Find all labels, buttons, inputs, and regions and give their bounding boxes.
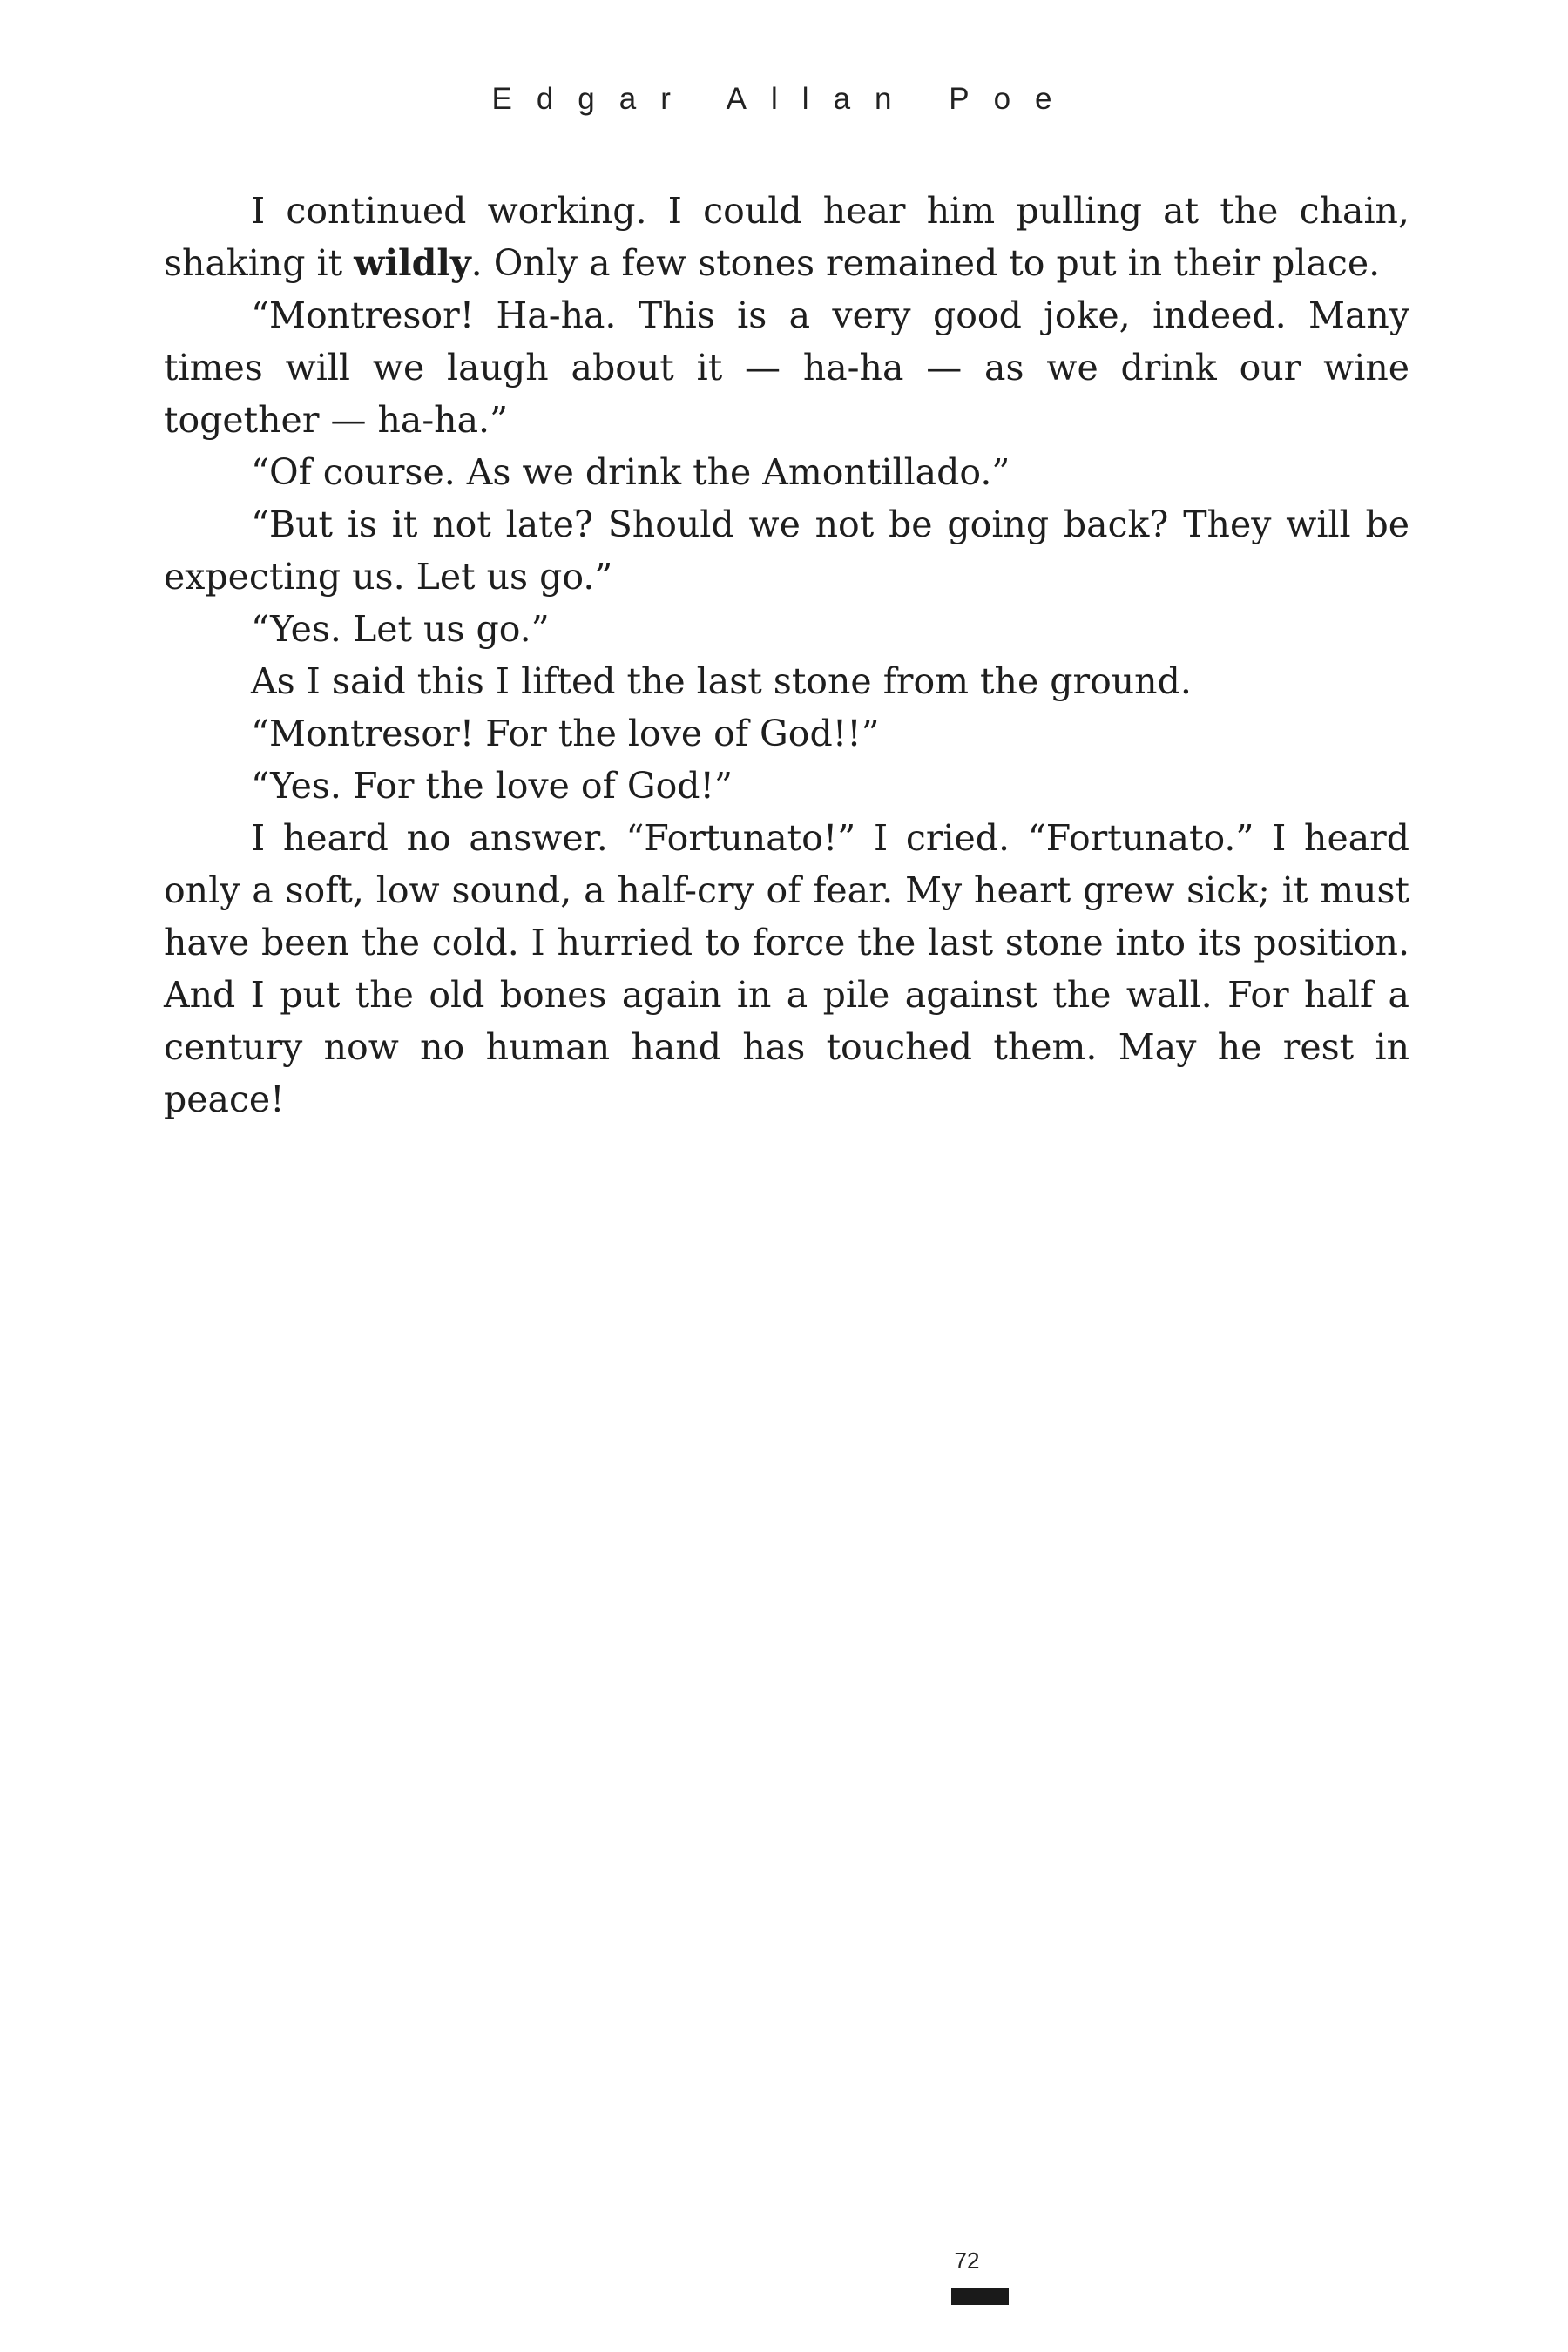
paragraph: “Yes. Let us go.” — [251, 608, 550, 650]
paragraph — [164, 185, 1409, 289]
paragraph: “But is it not late? Should we not be going back? They will be expecting us. Let us go.” — [164, 504, 1409, 598]
paragraph-text: I continued working. I could hear him pulling at the chain, shaking it — [164, 190, 1409, 284]
paragraph: “Montresor! For the love of God!!” — [251, 713, 880, 754]
body-text — [164, 185, 1409, 1125]
page-number: 72 — [954, 2247, 980, 2274]
bold-word: wildly — [354, 242, 471, 284]
paragraph: As I said this I lifted the last stone from the ground. — [251, 660, 1192, 702]
running-head: Edgar Allan Poe — [491, 82, 1077, 116]
paragraph-text: . Only a few stones remained to put in their place. — [470, 242, 1381, 284]
paragraph: “Yes. For the love of God!” — [251, 765, 733, 807]
paragraph: I heard no answer. “Fortunato!” I cried. “Fortunato.” I heard only a soft, low sound, a half-cry of fear. My heart grew sick; it must have been the cold. I hurried to force the last stone into its position. And I put the old bones again in a pile against the wall. For half a century now no human hand has touched them. May he rest in peace! — [164, 817, 1409, 1120]
page-number-bar — [951, 2288, 1009, 2305]
paragraph: “Montresor! Ha-ha. This is a very good joke, indeed. Many times will we laugh about it — ha-ha — as we drink our wine together — ha-ha.” — [164, 294, 1409, 441]
paragraph: “Of course. As we drink the Amontillado.” — [251, 451, 1010, 493]
